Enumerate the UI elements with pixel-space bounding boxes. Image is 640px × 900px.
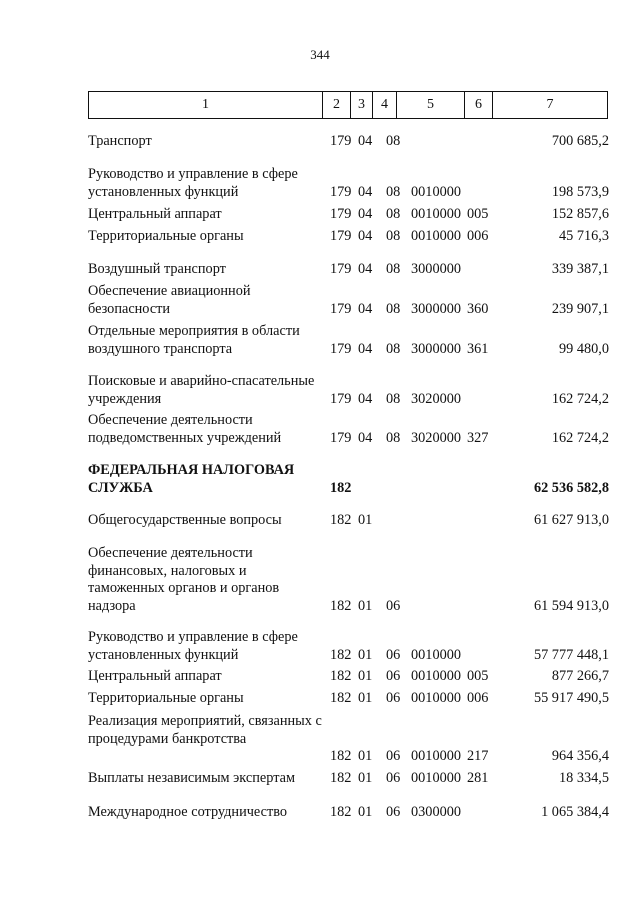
row-amount: 339 387,1 — [551, 261, 609, 277]
row-subsection: 06 — [386, 770, 401, 786]
header-col-7: 7 — [546, 97, 554, 112]
row-section: 01 — [358, 512, 373, 528]
row-section: 01 — [358, 668, 373, 684]
row-section: 04 — [358, 340, 373, 357]
row-name: Воздушный транспорт — [88, 261, 226, 277]
table-row — [0, 133, 640, 151]
table-row — [0, 412, 640, 447]
row-name: Международное сотрудничество — [88, 804, 288, 820]
row-name: Территориальные органы — [88, 690, 244, 706]
row-subsection: 06 — [386, 597, 401, 614]
row-target-article: 0010000 — [411, 748, 462, 764]
row-amount: 877 266,7 — [551, 668, 609, 684]
row-name: Транспорт — [88, 133, 152, 149]
row-target-article: 3020000 — [411, 429, 462, 446]
row-subsection: 08 — [386, 300, 401, 317]
row-name: Реализация мероприятий, связанных с процедурами банкротства — [88, 713, 322, 747]
row-chapter: 182 — [330, 770, 352, 786]
row-section: 01 — [358, 597, 373, 614]
row-name: Руководство и управление в сфере установленных функций — [88, 166, 298, 200]
row-target-article: 3000000 — [411, 340, 462, 357]
row-section: 01 — [358, 646, 373, 663]
header-col-2: 2 — [323, 92, 351, 118]
row-chapter: 182 — [330, 668, 352, 684]
row-expense-type: 005 — [467, 668, 489, 684]
row-chapter: 179 — [330, 228, 352, 244]
row-amount: 152 857,6 — [551, 206, 609, 222]
row-subsection: 06 — [386, 668, 401, 684]
table-row — [0, 629, 640, 664]
table-header — [88, 91, 608, 119]
row-chapter: 179 — [330, 206, 352, 222]
row-subsection: 08 — [386, 183, 401, 200]
row-target-article: 0010000 — [411, 646, 462, 663]
table-row — [0, 690, 640, 708]
row-target-article: 0300000 — [411, 804, 462, 820]
header-col-6: 6 — [465, 92, 493, 118]
row-amount: 99 480,0 — [558, 340, 609, 357]
row-chapter: 179 — [330, 300, 352, 317]
row-subsection: 06 — [386, 690, 401, 706]
row-amount: 61 594 913,0 — [533, 597, 609, 614]
row-target-article: 0010000 — [411, 183, 462, 200]
row-expense-type: 360 — [467, 300, 489, 317]
row-chapter: 182 — [330, 748, 352, 764]
page-number: 344 — [310, 47, 330, 62]
row-name: Руководство и управление в сфере установленных функций — [88, 629, 298, 663]
row-expense-type: 006 — [467, 228, 489, 244]
row-expense-type: 217 — [467, 748, 489, 764]
row-target-article: 3000000 — [411, 300, 462, 317]
table-row — [0, 166, 640, 201]
row-amount: 55 917 490,5 — [533, 690, 609, 706]
row-subsection: 08 — [386, 228, 401, 244]
row-name: Центральный аппарат — [88, 206, 222, 222]
row-chapter: 179 — [330, 261, 352, 277]
header-col-1: 1 — [89, 92, 323, 118]
row-target-article: 0010000 — [411, 206, 462, 222]
row-section: 01 — [358, 748, 373, 764]
row-amount: 700 685,2 — [551, 133, 609, 149]
row-name: Общегосударственные вопросы — [88, 512, 282, 528]
row-amount: 62 536 582,8 — [533, 479, 609, 496]
table-row — [0, 261, 640, 279]
row-section: 04 — [358, 300, 373, 317]
row-section: 04 — [358, 133, 373, 149]
row-section: 04 — [358, 228, 373, 244]
row-section: 04 — [358, 390, 373, 407]
row-target-article: 0010000 — [411, 228, 462, 244]
row-expense-type: 281 — [467, 770, 489, 786]
row-subsection: 08 — [386, 429, 401, 446]
row-target-article: 0010000 — [411, 690, 462, 706]
row-name: Отдельные мероприятия в области воздушного транспорта — [88, 323, 300, 357]
header-col-3: 3 — [351, 92, 373, 118]
row-section: 01 — [358, 770, 373, 786]
row-amount: 45 716,3 — [558, 228, 609, 244]
row-chapter: 182 — [330, 512, 352, 528]
row-subsection: 08 — [386, 390, 401, 407]
row-chapter: 182 — [330, 646, 352, 663]
row-expense-type: 361 — [467, 340, 489, 357]
row-amount: 1 065 384,4 — [541, 804, 609, 820]
row-amount: 198 573,9 — [551, 183, 609, 200]
row-chapter: 179 — [330, 340, 352, 357]
row-name: Обеспечение авиационной безопасности — [88, 283, 251, 317]
row-name: Территориальные органы — [88, 228, 244, 244]
row-section: 01 — [358, 804, 373, 820]
row-chapter: 179 — [330, 429, 352, 446]
table-row — [0, 545, 640, 615]
row-chapter: 179 — [330, 390, 352, 407]
row-subsection: 08 — [386, 261, 401, 277]
row-name: Поисковые и аварийно-спасательные учреждения — [88, 373, 315, 407]
row-amount: 61 627 913,0 — [533, 512, 609, 528]
table-row — [0, 228, 640, 246]
table-row — [0, 713, 640, 766]
table-row — [0, 206, 640, 224]
row-target-article: 0010000 — [411, 668, 462, 684]
table-row — [0, 770, 640, 788]
row-name: Обеспечение деятельности финансовых, налоговых и таможенных органов и органов надзора — [88, 545, 280, 614]
row-expense-type: 006 — [467, 690, 489, 706]
row-target-article: 0010000 — [411, 770, 462, 786]
row-subsection: 06 — [386, 748, 401, 764]
row-section: 04 — [358, 429, 373, 446]
row-section: 04 — [358, 183, 373, 200]
table-row — [0, 323, 640, 358]
row-section: 01 — [358, 690, 373, 706]
row-target-article: 3000000 — [411, 261, 462, 277]
row-name: Центральный аппарат — [88, 668, 222, 684]
row-subsection: 06 — [386, 804, 401, 820]
row-chapter: 182 — [330, 597, 352, 614]
row-amount: 162 724,2 — [551, 390, 609, 407]
row-section: 04 — [358, 206, 373, 222]
row-expense-type: 005 — [467, 206, 489, 222]
row-name: Обеспечение деятельности подведомственных учреждений — [88, 412, 282, 446]
row-expense-type: 327 — [467, 429, 489, 446]
row-chapter: 182 — [330, 479, 352, 496]
row-amount: 162 724,2 — [551, 429, 609, 446]
row-section: 04 — [358, 261, 373, 277]
row-subsection: 06 — [386, 646, 401, 663]
table-row — [0, 283, 640, 318]
row-chapter: 182 — [330, 804, 352, 820]
row-amount: 964 356,4 — [551, 748, 609, 764]
table-row — [0, 512, 640, 530]
row-target-article: 3020000 — [411, 390, 462, 407]
row-chapter: 182 — [330, 690, 352, 706]
row-amount: 239 907,1 — [551, 300, 609, 317]
row-name: ФЕДЕРАЛЬНАЯ НАЛОГОВАЯ СЛУЖБА — [88, 462, 295, 496]
row-chapter: 179 — [330, 133, 352, 149]
table-row — [0, 668, 640, 686]
header-col-4: 4 — [373, 92, 397, 118]
row-amount: 57 777 448,1 — [533, 646, 609, 663]
table-row — [0, 462, 640, 497]
table-row — [0, 373, 640, 408]
row-subsection: 08 — [386, 133, 401, 149]
row-name: Выплаты независимым экспертам — [88, 770, 296, 786]
row-amount: 18 334,5 — [558, 770, 609, 786]
row-chapter: 179 — [330, 183, 352, 200]
table-row — [0, 804, 640, 822]
row-subsection: 08 — [386, 340, 401, 357]
header-col-5: 5 — [397, 92, 465, 118]
row-subsection: 08 — [386, 206, 401, 222]
